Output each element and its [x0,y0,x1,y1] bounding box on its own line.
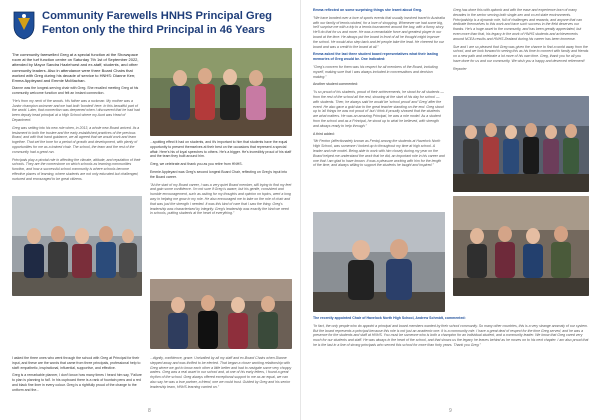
signature-text: Reporter [453,66,467,71]
photo-greg-and-chair [313,212,445,312]
left-bottom-text-2 [150,356,292,408]
quote-paragraph: "In fact, the only people who do appoint a principal and board members wanted by their school community. So many other countries, this is a very strange anomaly of our system. But the board represents a principal because this role is not just an academic one. It is a community role. I have a great deal of respect for the time Greg served, and he was a presence for the students and staff at HNHS. You must be someone who is both a champion for an individual student, and a community leader. We know that Greg cared very much for our students and staff. He was always in the heart of the school, and that shows us the legacy he leaves behind as he moves on to his next chapter. I am also proud that he is the last in a line of strong principals who served this school for more than forty years. Thank you Greg." [313,323,589,347]
right-col2-text [453,8,589,96]
quote-paragraph: ...dignity, confidence, grace. Unrivalled by all my staff and ex-Board Chairs when Dianne stepped away and was thrilled to be elected. That began a closer working relationship with Greg where we got to know each other a little better and had to navigate some very choppy waters. Greg was a real asset in our school and, at one of his early letters, I found a great rhythm of the school. Greg always offered exceptional support to me as an equal, we can also say he was a true partner, a friend, one we could trust. Guided by Greg and his senior leadership team, HNHS learning carried on." [150,356,292,389]
page-number-left: 8 [148,408,151,414]
right-page [300,0,600,420]
body-paragraph: Dianne was the longest-serving chair with Greg. She recalled meeting Greg at his community welcome function and felt an instant connection. [12,86,139,96]
body-paragraph: Emma asked the last three student board representatives what their lasting memories of Greg would be. One indicated: [313,52,439,62]
left-bottom-text-1 [12,356,142,408]
quote-paragraph: "He's from my neck of the woods. His father was a ruckman. My mother was a Junior champion swimmer and we had both 'bonded' here. In this beautiful part of the world. Later, that connection was deepened when I discovered that he had had been deputy head principal at a High School where my Aunt was Head of Department. [12,98,140,122]
article-header [12,10,292,50]
intro-paragraph: The community farewelled Greg at a special function at the Showspace room at the turf function centre on Saturday 7th 1st of September 2022, attended by Mayor Sandra Hazlehurst and ex-staff, students, and other community leaders. Also in attendance were three Board Chairs that worked with Greg during his decade of service to HNHS: Dianne Kerr, Emma Appleyard and Emmie McMachan. [12,52,139,84]
photo-farewell-group [12,196,142,296]
body-paragraph: Greg, we celebrate and thank you as you retire from HNHS. [150,162,243,167]
quote-paragraph: "At the start of my Board career, I was a very quiet Board member, still trying to find my feet and gain some confidence. I'm not sure if Greg is aware, but his gentle, consistent and humble encouragement, such as asking for my thoughts and opinion on topics, went a long way in helping me grow in my role. He also encouraged me to take on the role of chair and that was just the strength I needed. It was this kind of care that I saw the thing. Greg's leadership was characterised by integrity. Greg's leadership was exactly the kind we need in schools, putting students at the heart of everything." [150,182,292,216]
body-paragraph: A third added: [313,131,335,136]
photo-board-chairs [150,48,292,136]
quote-paragraph: Greg has done this with aplomb and with the ease and experience born of many decades in the sector serving both single-sex and co-ed state environments. Principalship is a dynamic role, full of challenges and rewards, and anyone that can dedicate themselves to this work and have such success in the field deserves our thanks. He's a huge asset to the community, and has been greatly appreciated, but even more than that, his legacy in the work of HNHS students and achievements around NCEA results and HNHS Zealand during his career has been immense. [453,8,582,41]
photo-staff-farewell [150,279,292,349]
quote-paragraph: Greg was setting into his new role when, in 2013, a whole new Board arrived. Its a testament to both the trustee and the early-established practices of the previous Board, and with that hand guidance, we all agreed that we would work and learn together. That set the tone for a period of growth and development, with plenty of opportunities for me as a trained chair. The school, the team and the rest of the community had a great run. [12,125,140,154]
quote-paragraph: "We have bonded over a love of sports events that usually involved travel to Australia with our family of tennis wicked, for a love of shopping. Whenever we had some big, he'll surprise me with a trip to a tennis tournament around the bay, with a funny story. He'll do that for us and more. He was a remarkable force and greatest player in our board at the time. He always put the board in front of all he thought might improve the school. He would also step back and let people take the lead. He cheered for our board and was a credit to the board at all." [313,15,445,49]
quote-paragraph: "Greg's concern for them was his respect for all members of the Board, including myself, making sure that I was always included in conversations and decision making." [313,64,438,79]
quote-paragraph: "Is so proud of his students, proud of their achievements, he stood for all students — from the rest of the school all the rest, showing at the start of his day for school — with students. Then, he always said he would be 'school proud' and 'Greg' after the event. He also gave a gold star to the great teacher standing on the end. Greg stood up to 'all things he was not proud of' but I think it proudly showed that the students are what matters. He was an amazing Principal, he was a role model. As a student from the school and as a Principal, he stood up to what he believed, with strength and always ready to help through." [313,90,444,128]
right-bottom-text [313,316,589,408]
body-paragraph: ...spotting effect it had on students, and it's important to him that students have the equal opportunity to present themselves at their best on the occasions that represent a special affair. Here's his of loyal speeches to others. He's a bigger. He's incredibly proud of his staff and the team they built around him. [150,140,292,159]
photo-greg-with-guests [453,96,589,192]
body-paragraph: Another student commented: [313,82,358,87]
body-paragraph: Emmie Appleyard was Greg's second longest Board Chair, reflecting on Greg's input into the Board career. [150,169,288,179]
school-crest-icon [12,10,36,40]
body-paragraph: I asked the three ones who went through the school with Greg at Principal for their input, and these are the words that came from three principals, professional help to staff: empathetic, inspirational, influential, supportive, and effective. [12,356,141,370]
article-title: Community Farewells HNHS Principal Greg Fenton only the third Principal in 46 Years [42,10,273,36]
quote-paragraph: Sue and I are so pleased that Greg was given the chance to find a world away from the school, and we look forward to seeing this as his time to connect with family and friends on a new path and celebrate a lot more of his own time. Greg, thank you for all you have done for us and our community. We wish you a happy and deserved retirement! [453,44,589,63]
page-number-right: 9 [449,408,452,414]
body-paragraph: The recently appointed Chair of Havelock North High School, Andrew Schmidt, commented: [313,316,466,320]
quote-paragraph: "Mr Fenton (affectionately known as Fenta) among the students at Havelock North High School, was someone I looked up to throughout my time at high school. A leader and role model. Being able to work with him closely during my year on the Board helped me understand the work that he did, an important role in his career and one that I am glad to have known. It was a pleasure working with him for the length of the time, and always willing to support the students he taught and inspired." [313,139,445,168]
body-paragraph: Greg is a remarkable planner, I don't know how many times I heard him say, 'Failure to plan is planning to fail'. In his cupboard there is a rank of fountain pens and a red and black fine liner in every colour. Greg is a rightfully proud of the change to the uniform and the... [12,373,142,392]
body-paragraph: Emma reflected on some surprising things she learnt about Greg. [313,8,423,12]
photo-farewell-crowd [453,196,589,296]
left-col2-text [150,140,292,275]
left-col1-text [12,52,142,192]
right-col1-text [313,8,445,210]
quote-paragraph: Principals play a pivotal role in affecting the climate, attitude, and reputation of their schools. They are the cornerstone on which schools as learning communities function, and how a successful school community is where schools become effective places of learning, where students are not only educated but challenged, nurtured and encouraged to be great citizens. [12,157,141,181]
